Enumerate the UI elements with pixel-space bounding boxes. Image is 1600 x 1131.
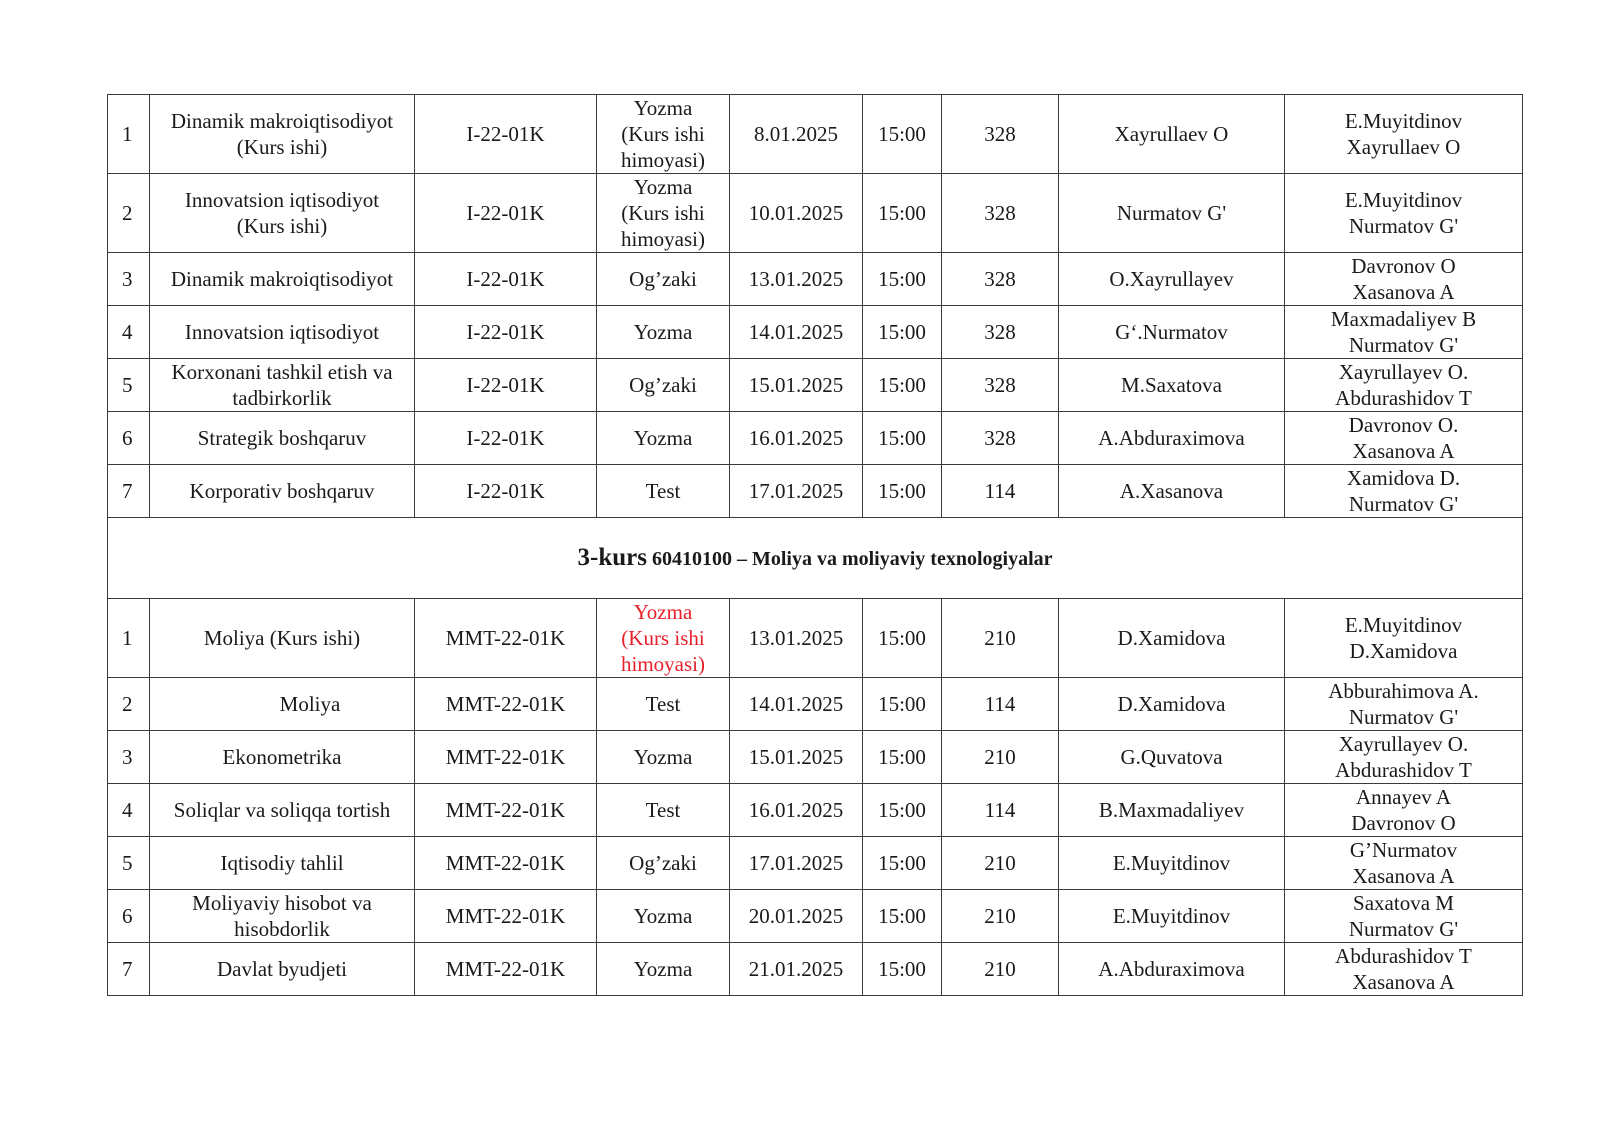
room-cell: 328	[942, 359, 1059, 412]
examiner-cell: B.Maxmadaliyev	[1059, 784, 1285, 837]
date-cell: 14.01.2025	[730, 306, 863, 359]
exam-form-cell: Yozma	[597, 412, 730, 465]
exam-form-cell: Test	[597, 784, 730, 837]
commission-cell: Davronov O. Xasanova A	[1285, 412, 1523, 465]
time-cell: 15:00	[863, 174, 942, 253]
subject-cell: Moliya	[150, 678, 415, 731]
row-number: 2	[108, 678, 150, 731]
time-cell: 15:00	[863, 306, 942, 359]
group-cell: MMT-22-01K	[415, 599, 597, 678]
room-cell: 328	[942, 174, 1059, 253]
table-row	[108, 731, 1523, 784]
exam-form-cell: Yozma	[597, 943, 730, 996]
date-cell: 21.01.2025	[730, 943, 863, 996]
exam-form-cell: Og’zaki	[597, 253, 730, 306]
exam-schedule-table	[107, 94, 1523, 996]
table-row	[108, 599, 1523, 678]
time-cell: 15:00	[863, 465, 942, 518]
time-cell: 15:00	[863, 253, 942, 306]
examiner-cell: E.Muyitdinov	[1059, 837, 1285, 890]
time-cell: 15:00	[863, 678, 942, 731]
commission-cell: Maxmadaliyev B Nurmatov G'	[1285, 306, 1523, 359]
section-heading	[108, 518, 1523, 599]
row-number: 1	[108, 599, 150, 678]
room-cell: 328	[942, 95, 1059, 174]
examiner-cell: G‘.Nurmatov	[1059, 306, 1285, 359]
row-number: 2	[108, 174, 150, 253]
commission-cell: Annayev A Davronov O	[1285, 784, 1523, 837]
table-row	[108, 784, 1523, 837]
commission-cell: Davronov O Xasanova A	[1285, 253, 1523, 306]
commission-cell: E.Muyitdinov D.Xamidova	[1285, 599, 1523, 678]
group-cell: I-22-01K	[415, 306, 597, 359]
date-cell: 16.01.2025	[730, 412, 863, 465]
room-cell: 328	[942, 253, 1059, 306]
row-number: 1	[108, 95, 150, 174]
group-cell: I-22-01K	[415, 95, 597, 174]
commission-cell: E.Muyitdinov Xayrullaev O	[1285, 95, 1523, 174]
room-cell: 328	[942, 412, 1059, 465]
subject-cell: Innovatsion iqtisodiyot (Kurs ishi)	[150, 174, 415, 253]
time-cell: 15:00	[863, 890, 942, 943]
time-cell: 15:00	[863, 95, 942, 174]
room-cell: 114	[942, 784, 1059, 837]
commission-cell: Xamidova D. Nurmatov G'	[1285, 465, 1523, 518]
date-cell: 14.01.2025	[730, 678, 863, 731]
table-row	[108, 890, 1523, 943]
time-cell: 15:00	[863, 784, 942, 837]
exam-form-cell: Yozma (Kurs ishi himoyasi)	[597, 174, 730, 253]
date-cell: 13.01.2025	[730, 253, 863, 306]
examiner-cell: M.Saxatova	[1059, 359, 1285, 412]
group-cell: I-22-01K	[415, 465, 597, 518]
examiner-cell: D.Xamidova	[1059, 678, 1285, 731]
row-number: 6	[108, 890, 150, 943]
date-cell: 8.01.2025	[730, 95, 863, 174]
subject-cell: Moliyaviy hisobot va hisobdorlik	[150, 890, 415, 943]
commission-cell: Abdurashidov T Xasanova A	[1285, 943, 1523, 996]
date-cell: 15.01.2025	[730, 731, 863, 784]
subject-cell: Soliqlar va soliqqa tortish	[150, 784, 415, 837]
exam-form-cell: Yozma	[597, 890, 730, 943]
examiner-cell: A.Abduraximova	[1059, 943, 1285, 996]
date-cell: 16.01.2025	[730, 784, 863, 837]
row-number: 5	[108, 837, 150, 890]
date-cell: 15.01.2025	[730, 359, 863, 412]
examiner-cell: D.Xamidova	[1059, 599, 1285, 678]
table-row	[108, 359, 1523, 412]
examiner-cell: A.Xasanova	[1059, 465, 1285, 518]
table-row	[108, 253, 1523, 306]
table-row	[108, 95, 1523, 174]
time-cell: 15:00	[863, 837, 942, 890]
commission-cell: Saxatova M Nurmatov G'	[1285, 890, 1523, 943]
group-cell: MMT-22-01K	[415, 837, 597, 890]
room-cell: 210	[942, 890, 1059, 943]
table-row	[108, 837, 1523, 890]
row-number: 4	[108, 784, 150, 837]
subject-cell: Korporativ boshqaruv	[150, 465, 415, 518]
program-label: 60410100 – Moliya va moliyaviy texnologiyalar	[646, 547, 1053, 570]
time-cell: 15:00	[863, 731, 942, 784]
exam-form-cell: Yozma	[597, 306, 730, 359]
table-row	[108, 174, 1523, 253]
subject-cell: Moliya (Kurs ishi)	[150, 599, 415, 678]
exam-form-cell: Test	[597, 678, 730, 731]
row-number: 3	[108, 253, 150, 306]
group-cell: MMT-22-01K	[415, 678, 597, 731]
group-cell: MMT-22-01K	[415, 943, 597, 996]
subject-cell: Korxonani tashkil etish va tadbirkorlik	[150, 359, 415, 412]
group-cell: I-22-01K	[415, 174, 597, 253]
room-cell: 210	[942, 943, 1059, 996]
time-cell: 15:00	[863, 943, 942, 996]
table-row	[108, 678, 1523, 731]
commission-cell: G’Nurmatov Xasanova A	[1285, 837, 1523, 890]
date-cell: 13.01.2025	[730, 599, 863, 678]
group-cell: MMT-22-01K	[415, 731, 597, 784]
room-cell: 328	[942, 306, 1059, 359]
room-cell: 114	[942, 678, 1059, 731]
examiner-cell: E.Muyitdinov	[1059, 890, 1285, 943]
row-number: 7	[108, 465, 150, 518]
row-number: 3	[108, 731, 150, 784]
exam-form-cell: Og’zaki	[597, 359, 730, 412]
subject-cell: Davlat byudjeti	[150, 943, 415, 996]
date-cell: 17.01.2025	[730, 465, 863, 518]
group-cell: I-22-01K	[415, 412, 597, 465]
subject-cell: Dinamik makroiqtisodiyot	[150, 253, 415, 306]
examiner-cell: Nurmatov G'	[1059, 174, 1285, 253]
time-cell: 15:00	[863, 599, 942, 678]
table-row	[108, 943, 1523, 996]
row-number: 7	[108, 943, 150, 996]
exam-form-cell: Test	[597, 465, 730, 518]
subject-cell: Strategik boshqaruv	[150, 412, 415, 465]
exam-form-cell: Yozma	[597, 731, 730, 784]
commission-cell: Xayrullayev O. Abdurashidov T	[1285, 359, 1523, 412]
course-label: 3-kurs	[577, 543, 647, 571]
table-row	[108, 306, 1523, 359]
date-cell: 20.01.2025	[730, 890, 863, 943]
subject-cell: Ekonometrika	[150, 731, 415, 784]
commission-cell: E.Muyitdinov Nurmatov G'	[1285, 174, 1523, 253]
time-cell: 15:00	[863, 359, 942, 412]
room-cell: 210	[942, 837, 1059, 890]
date-cell: 17.01.2025	[730, 837, 863, 890]
room-cell: 210	[942, 599, 1059, 678]
group-cell: MMT-22-01K	[415, 784, 597, 837]
date-cell: 10.01.2025	[730, 174, 863, 253]
table-row	[108, 465, 1523, 518]
row-number: 6	[108, 412, 150, 465]
examiner-cell: Xayrullaev O	[1059, 95, 1285, 174]
exam-form-cell: Yozma (Kurs ishi himoyasi)	[597, 599, 730, 678]
table-row	[108, 412, 1523, 465]
commission-cell: Abburahimova A. Nurmatov G'	[1285, 678, 1523, 731]
subject-cell: Dinamik makroiqtisodiyot (Kurs ishi)	[150, 95, 415, 174]
section-heading-row	[108, 518, 1523, 599]
examiner-cell: G.Quvatova	[1059, 731, 1285, 784]
exam-form-cell: Og’zaki	[597, 837, 730, 890]
subject-cell: Innovatsion iqtisodiyot	[150, 306, 415, 359]
subject-cell: Iqtisodiy tahlil	[150, 837, 415, 890]
room-cell: 210	[942, 731, 1059, 784]
time-cell: 15:00	[863, 412, 942, 465]
room-cell: 114	[942, 465, 1059, 518]
group-cell: MMT-22-01K	[415, 890, 597, 943]
examiner-cell: A.Abduraximova	[1059, 412, 1285, 465]
commission-cell: Xayrullayev O. Abdurashidov T	[1285, 731, 1523, 784]
group-cell: I-22-01K	[415, 359, 597, 412]
group-cell: I-22-01K	[415, 253, 597, 306]
exam-form-cell: Yozma (Kurs ishi himoyasi)	[597, 95, 730, 174]
row-number: 4	[108, 306, 150, 359]
examiner-cell: O.Xayrullayev	[1059, 253, 1285, 306]
row-number: 5	[108, 359, 150, 412]
